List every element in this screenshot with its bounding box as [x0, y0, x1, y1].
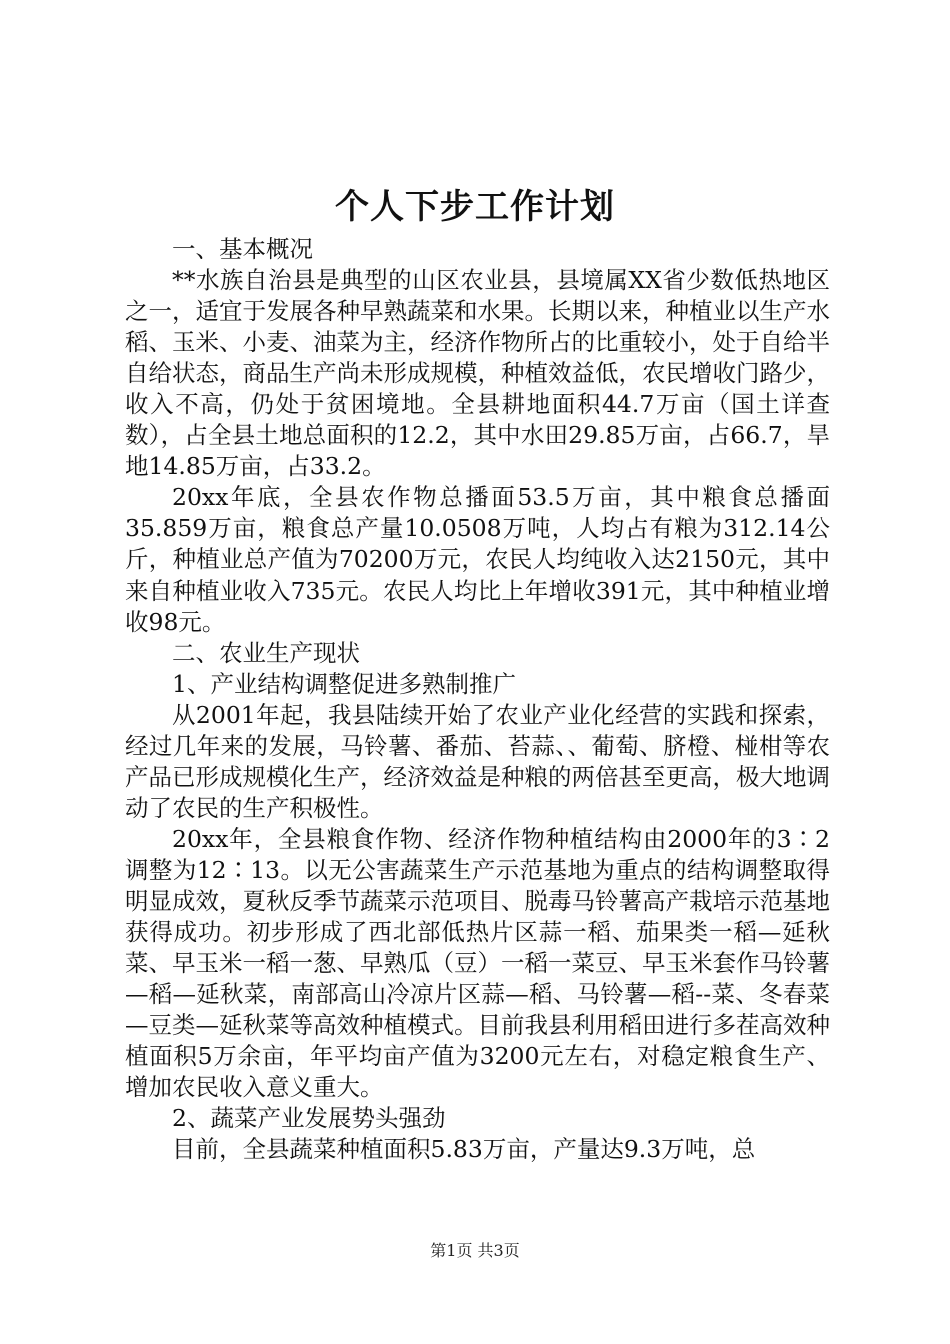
body-paragraph: 目前，全县蔬菜种植面积5.83万亩，产量达9.3万吨，总 — [172, 1135, 756, 1164]
body-paragraph: 20xx年底，全县农作物总播面53.5万亩，其中粮食总播面35.859万亩，粮食总产量10.0508万吨，人均占有粮为312.14公斤，种植业总产值为70200万元，农民人均纯收入达2150元，其中来自种植业收入735元。农民人均比上年增收391元，其中种植业增收98元。 — [125, 483, 830, 636]
subsection-heading: 2、蔬菜产业发展势头强劲 — [172, 1104, 446, 1133]
body-paragraph: **水族自治县是典型的山区农业县，县境属XX省少数低热地区之一，适宜于发展各种早熟蔬菜和水果。长期以来，种植业以生产水稻、玉米、小麦、油菜为主，经济作物所占的比重较小，处于自给半自给状态，商品生产尚未形成规模，种植效益低，农民增收门路少，收入不高，仍处于贫困境地。全县耕地面积44.7万亩（国土详查数），占全县土地总面积的12.2，其中水田29.85万亩，占66.7，旱地14.85万亩，占33.2。 — [125, 266, 830, 481]
body-paragraph: 从2001年起，我县陆续开始了农业产业化经营的实践和探索，经过几年来的发展，马铃薯、番茄、苔蒜、、葡萄、脐橙、椪柑等农产品已形成规模化生产，经济效益是种粮的两倍甚至更高，极大地调动了农民的生产积极性。 — [125, 700, 830, 822]
page-title: 个人下步工作计划 — [335, 187, 615, 227]
page-number-footer: 第1页 共3页 — [430, 1241, 520, 1260]
subsection-heading: 1、产业结构调整促进多熟制推广 — [172, 669, 516, 698]
document-body — [125, 234, 830, 1165]
section-heading: 一、基本概况 — [172, 235, 313, 263]
body-paragraph: 20xx年，全县粮食作物、经济作物种植结构由2000年的3∶2调整为12∶13。以无公害蔬菜生产示范基地为重点的结构调整取得明显成效，夏秋反季节蔬菜示范项目、脱毒马铃薯高产栽培示范基地获得成功。初步形成了西北部低热片区蒜一稻、茄果类一稻—延秋菜、早玉米一稻一葱、早熟瓜（豆）一稻一菜豆、早玉米套作马铃薯—稻—延秋菜，南部高山冷凉片区蒜—稻、马铃薯—稻--菜、冬春菜—豆类—延秋菜等高效种植模式。目前我县利用稻田进行多茬高效种植面积5万余亩，年平均亩产值为3200元左右，对稳定粮食生产、增加农民收入意义重大。 — [125, 824, 830, 1102]
section-heading: 二、农业生产现状 — [172, 638, 360, 667]
